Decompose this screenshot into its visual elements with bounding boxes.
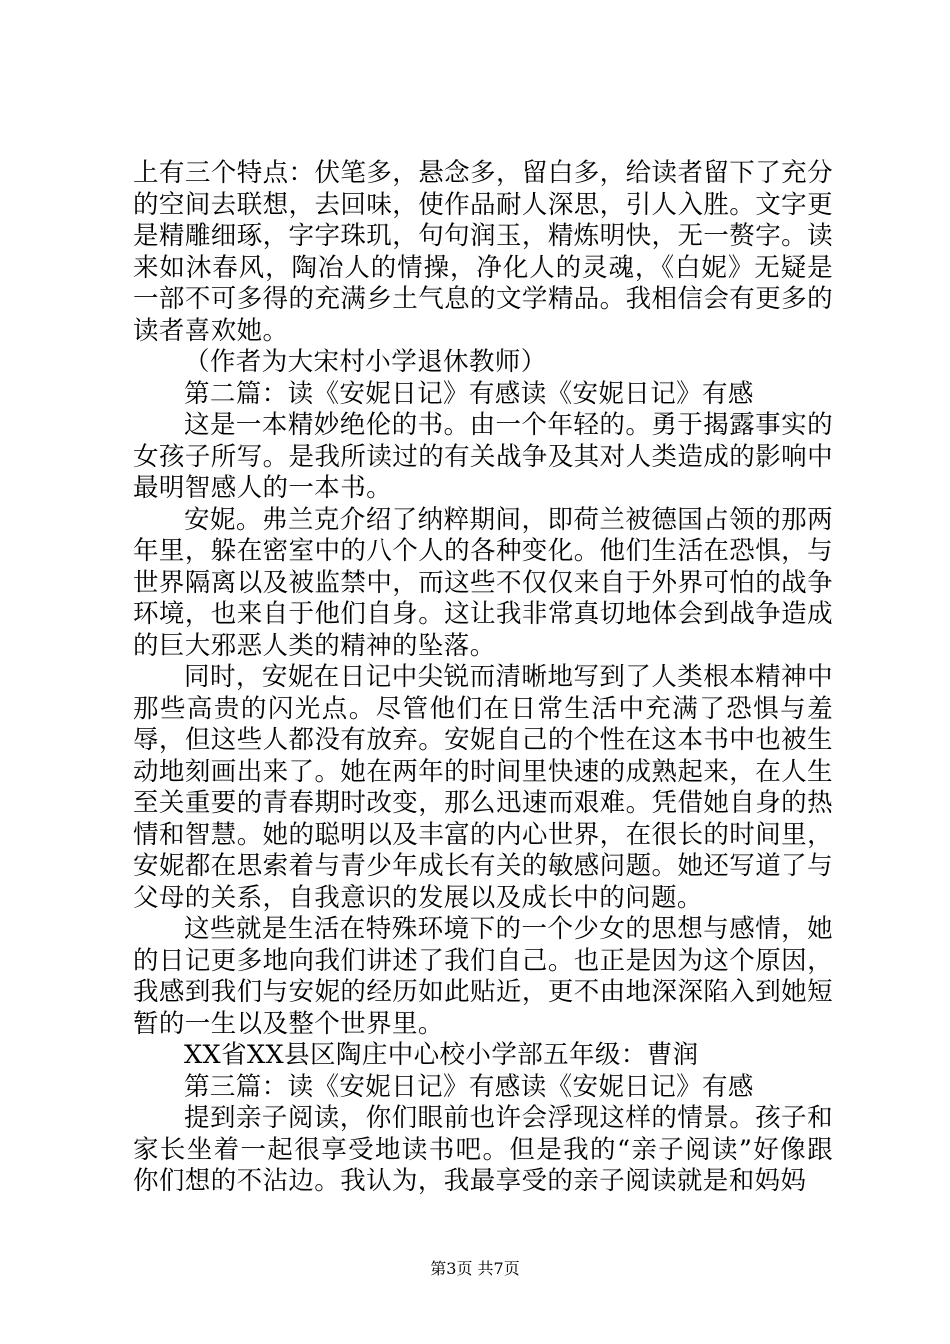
page-footer: 第3页 共7页 [430,1259,520,1278]
paragraph: 安妮。弗兰克介绍了纳粹期间，即荷兰被德国占领的那两年里，躲在密室中的八个人的各种变化。他们生活在恐惧，与世界隔离以及被监禁中，而这些不仅仅来自于外界可怕的战争环境，也来自于他们自身。这让我非常真切地体会到战争造成的巨大邪恶人类的精神的坠落。 [133,504,833,661]
paragraph: 提到亲子阅读，你们眼前也许会浮现这样的情景。孩子和家长坐着一起很享受地读书吧。但是我的“亲子阅读”好像跟你们想的不沾边。我认为，我最享受的亲子阅读就是和妈妈 [133,1103,833,1196]
paragraph: 同时，安妮在日记中尖锐而清晰地写到了人类根本精神中那些高贵的闪光点。尽管他们在日常生活中充满了恐惧与羞辱，但这些人都没有放弃。安妮自己的个性在这本书中也被生动地刻画出来了。她在两年的时间里快速的成熟起来，在人生至关重要的青春期时改变，那么迅速而艰难。凭借她自身的热情和智慧。她的聪明以及丰富的内心世界，在很长的时间里，安妮都在思索着与青少年成长有关的敏感问题。她还写道了与父母的关系，自我意识的发展以及成长中的问题。 [133,662,833,913]
author-signature: XX省XX县区陶庄中心校小学部五年级：曹润 [184,1040,699,1070]
paragraph: 这是一本精妙绝伦的书。由一个年轻的。勇于揭露事实的女孩子所写。是我所读过的有关战争及其对人类造成的影响中最明智感人的一本书。 [133,410,833,503]
paragraph-continuation: 上有三个特点：伏笔多，悬念多，留白多，给读者留下了充分的空间去联想，去回味，使作品耐人深思，引人入胜。文字更是精雕细琢，字字珠玑，句句润玉，精炼明快，无一赘字。读来如沐春风，陶冶人的情操，净化人的灵魂，《白妮》无疑是一部不可多得的充满乡土气息的文学精品。我相信会有更多的读者喜欢她。 [133,158,833,346]
document-body [133,158,833,1198]
section-heading-2: 第二篇：读《安妮日记》有感读《安妮日记》有感 [184,378,754,409]
section-heading-3: 第三篇：读《安妮日记》有感读《安妮日记》有感 [184,1071,754,1102]
author-note: （作者为大宋村小学退休教师） [184,347,547,377]
paragraph: 这些就是生活在特殊环境下的一个少女的思想与感情，她的日记更多地向我们讲述了我们自己。也正是因为这个原因，我感到我们与安妮的经历如此贴近，更不由地深深陷入到她短暂的一生以及整个世界里。 [133,914,833,1039]
